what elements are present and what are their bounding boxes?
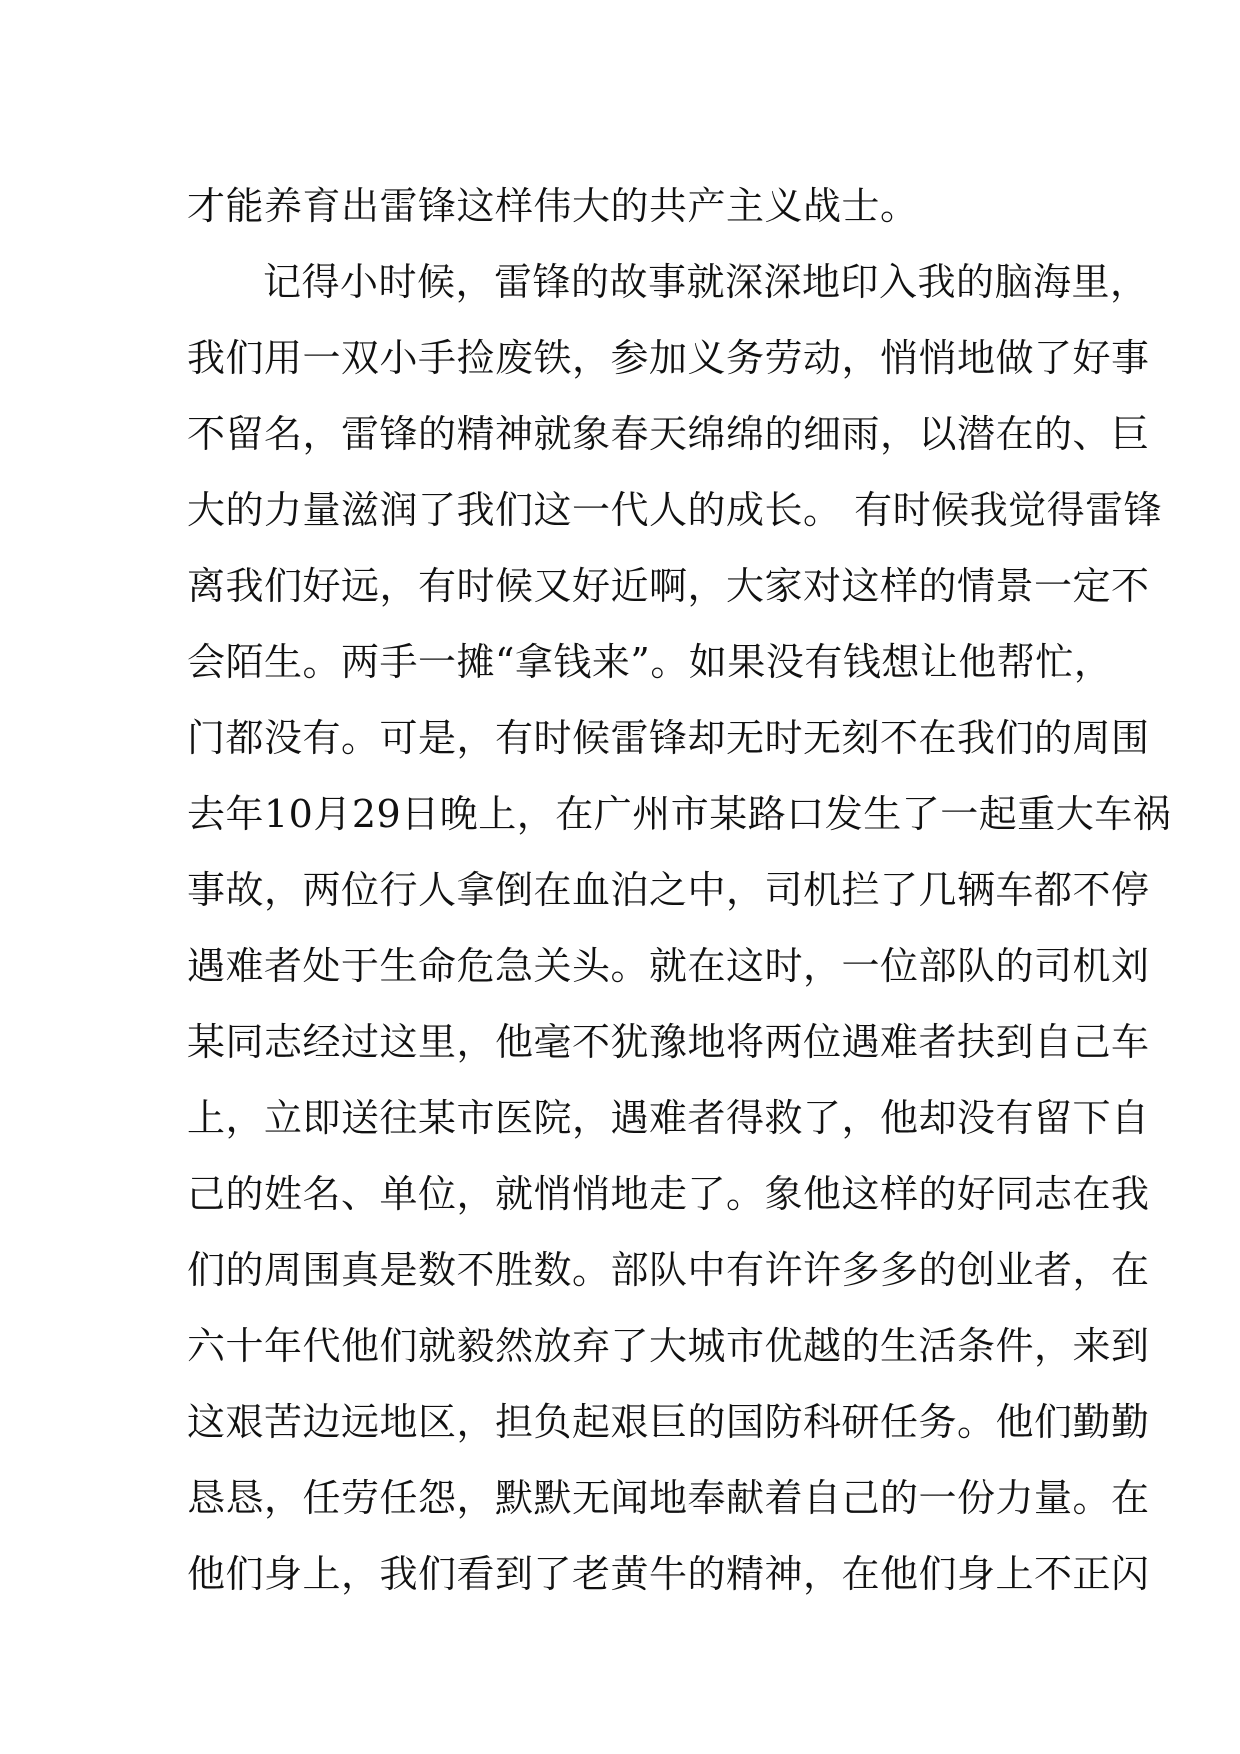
text-line: 们的周围真是数不胜数。部队中有许许多多的创业者，在 (187, 1248, 1150, 1292)
text-line: 事故，两位行人拿倒在血泊之中，司机拦了几辆车都不停 (187, 868, 1150, 912)
text-line: 大的力量滋润了我们这一代人的成长。 有时候我觉得雷锋 (187, 488, 1163, 532)
text-line: 离我们好远，有时候又好近啊，大家对这样的情景一定不 (187, 564, 1150, 608)
text-line: 我们用一双小手捡废铁，参加义务劳动，悄悄地做了好事 (187, 336, 1150, 380)
text-line: 遇难者处于生命危急关头。就在这时，一位部队的司机刘 (187, 944, 1150, 988)
body-text (187, 168, 1172, 1612)
text-line: 不留名，雷锋的精神就象春天绵绵的细雨，以潜在的、巨 (187, 412, 1150, 456)
text-line: 去年10月29日晚上，在广州市某路口发生了一起重大车祸 (187, 792, 1172, 836)
text-line: 才能养育出雷锋这样伟大的共产主义战士。 (187, 184, 919, 228)
text-line: 己的姓名、单位，就悄悄地走了。象他这样的好同志在我 (187, 1172, 1150, 1216)
text-line: 记得小时候，雷锋的故事就深深地印入我的脑海里， (263, 260, 1149, 304)
text-line: 会陌生。两手一摊“拿钱来”。如果没有钱想让他帮忙， (187, 640, 1113, 684)
text-line: 他们身上，我们看到了老黄牛的精神，在他们身上不正闪 (187, 1552, 1150, 1596)
text-line: 门都没有。可是，有时候雷锋却无时无刻不在我们的周围 (187, 716, 1150, 760)
text-line: 某同志经过这里，他毫不犹豫地将两位遇难者扶到自己车 (187, 1020, 1150, 1064)
text-line: 六十年代他们就毅然放弃了大城市优越的生活条件，来到 (187, 1324, 1150, 1368)
text-line: 这艰苦边远地区，担负起艰巨的国防科研任务。他们勤勤 (187, 1400, 1150, 1444)
text-line: 上，立即送往某市医院，遇难者得救了，他却没有留下自 (187, 1096, 1150, 1140)
text-line: 恳恳，任劳任怨，默默无闻地奉献着自己的一份力量。在 (187, 1476, 1150, 1520)
